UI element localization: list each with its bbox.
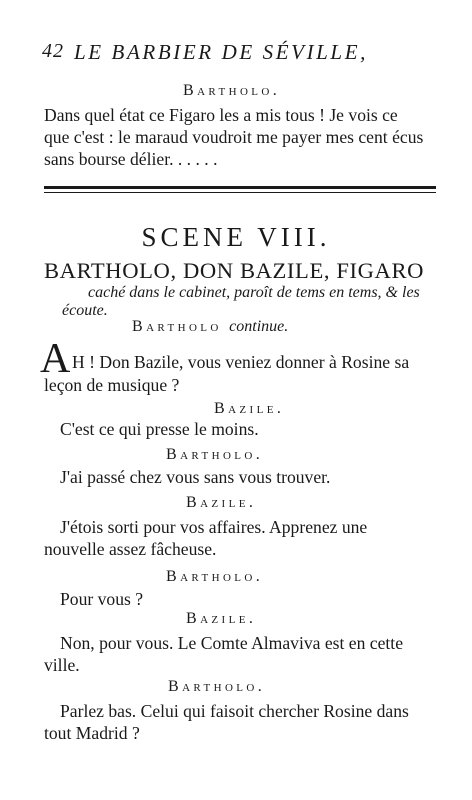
dialogue-line: sans bourse délier. . . . . . (44, 149, 218, 169)
speaker-name: Bazile. (186, 610, 257, 627)
drop-cap: A (40, 336, 71, 382)
dialogue-line: J'ai passé chez vous sans vous trouver. (60, 467, 331, 487)
separator-rule-thick (44, 186, 436, 189)
speaker-name-text: Bartholo (132, 318, 222, 335)
dialogue-line: C'est ce qui presse le moins. (60, 419, 259, 439)
dialogue-line: ville. (44, 655, 80, 675)
scene-title: SCENE VIII. (141, 222, 331, 252)
dialogue-line: que c'est : le maraud voudroit me payer mes cent écus (44, 127, 424, 147)
stage-direction: caché dans le cabinet, paroît de tems en tems, & les (88, 284, 420, 301)
speaker-name: Bartholo. (168, 678, 266, 695)
speaker-name (132, 318, 288, 336)
separator-rule-thin (44, 192, 436, 193)
speaker-name: Bazile. (214, 400, 285, 417)
stage-direction: écoute. (62, 302, 108, 319)
speaker-name: Bazile. (186, 494, 257, 511)
dialogue-line: J'étois sorti pour vos affaires. Apprenez une (60, 517, 368, 537)
dialogue-line: nouvelle assez fâcheuse. (44, 539, 217, 559)
speaker-name: Bartholo. (183, 82, 281, 99)
dialogue-line: Parlez bas. Celui qui faisoit chercher Rosine dans (60, 701, 409, 721)
running-title: LE BARBIER DE SÉVILLE, (74, 40, 368, 64)
page-number: 42 (42, 40, 64, 62)
dialogue-line: Pour vous ? (60, 589, 144, 609)
cast-list: BARTHOLO, DON BAZILE, FIGARO (44, 258, 425, 283)
dialogue-line: leçon de musique ? (44, 375, 180, 395)
speaker-note: continue. (229, 318, 289, 335)
dialogue-line: Non, pour vous. Le Comte Almaviva est en cette (60, 633, 404, 653)
speaker-name: Bartholo. (166, 446, 264, 463)
speaker-name: Bartholo. (166, 568, 264, 585)
running-head (42, 40, 442, 66)
dialogue-line: Dans quel état ce Figaro les a mis tous ! Je vois ce (44, 105, 398, 125)
dialogue-line: H ! Don Bazile, vous veniez donner à Rosine sa (72, 352, 410, 372)
dialogue-line: tout Madrid ? (44, 723, 140, 743)
